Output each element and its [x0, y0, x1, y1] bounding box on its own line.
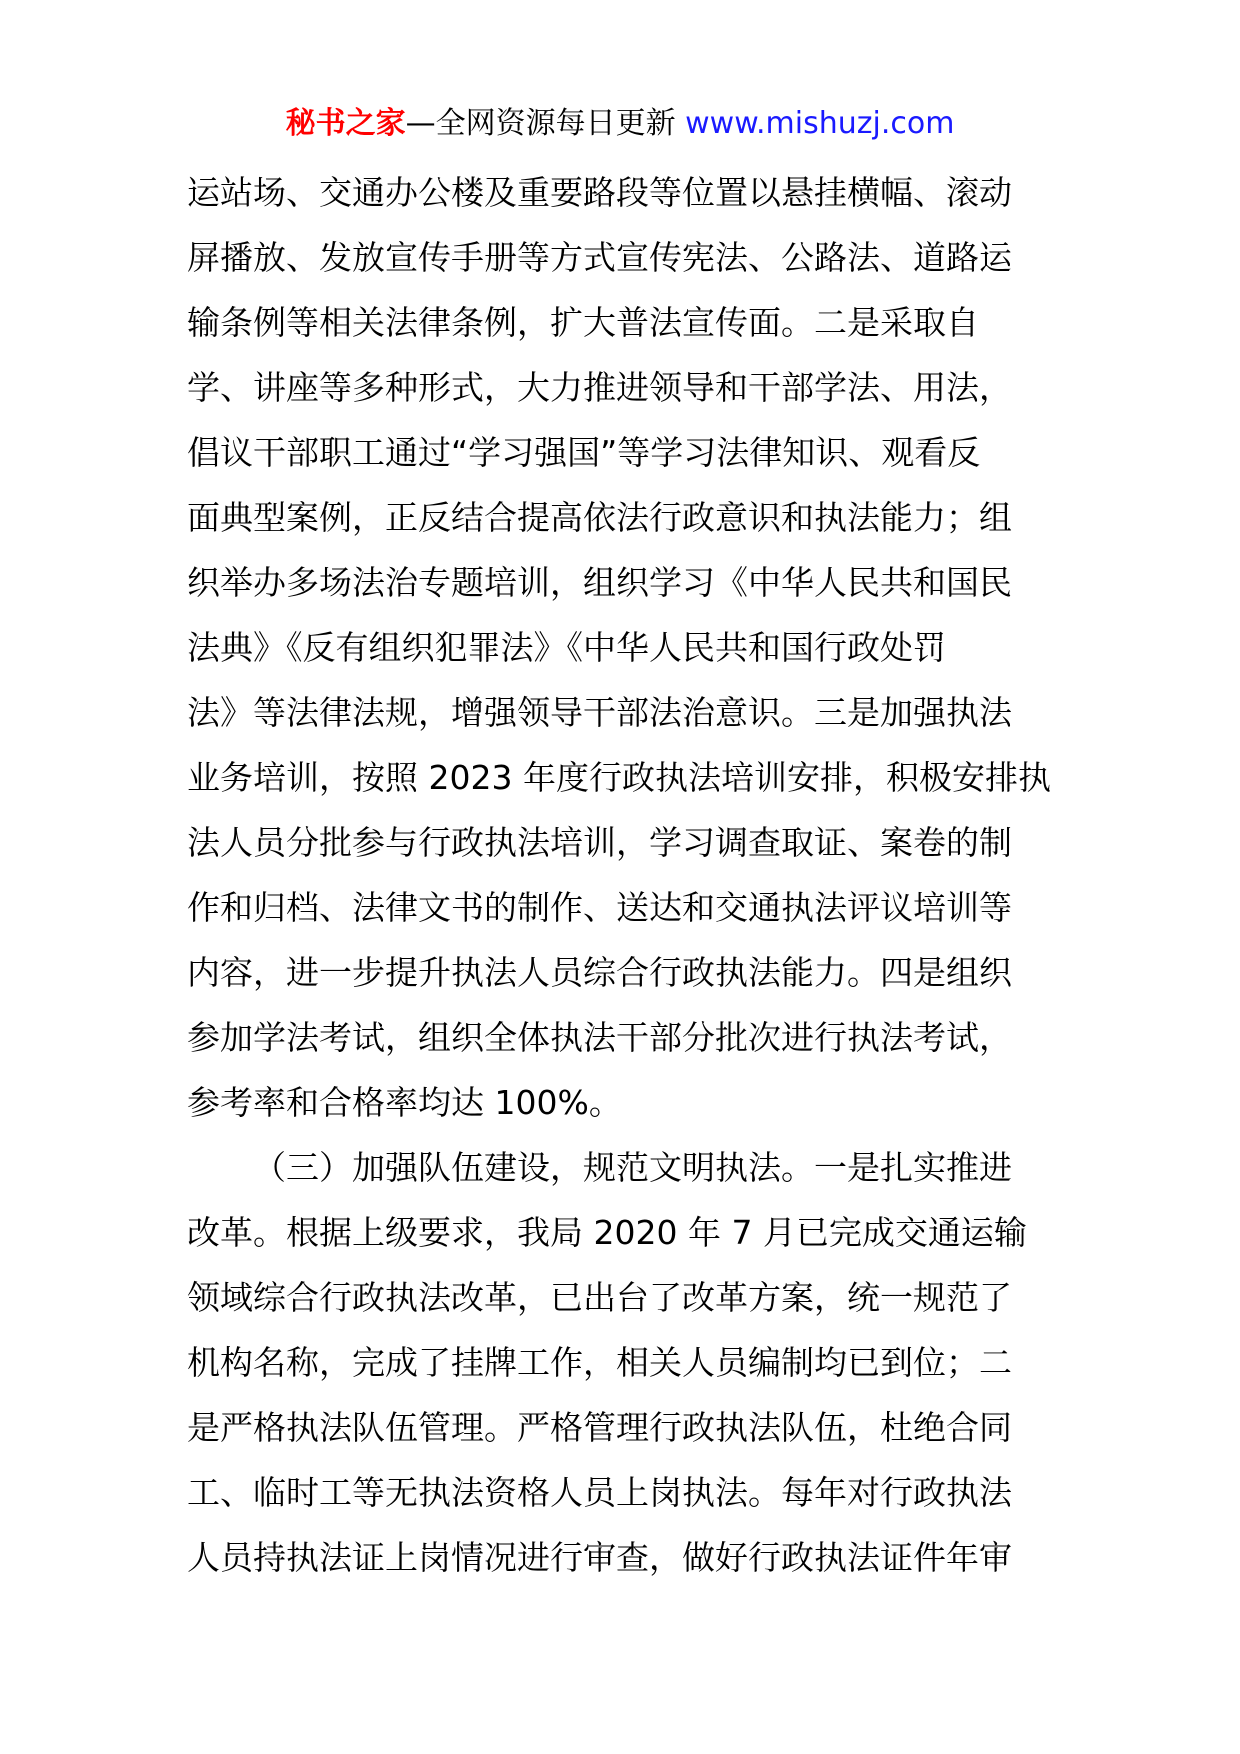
text-line: 运站场、交通办公楼及重要路段等位置以悬挂横幅、滚动: [187, 173, 1012, 212]
text-line: 作和归档、法律文书的制作、送达和交通执法评议培训等: [187, 888, 1012, 927]
header-tagline: —全网资源每日更新: [405, 106, 676, 141]
text-line: 机构名称，完成了挂牌工作，相关人员编制均已到位；二: [187, 1343, 1012, 1382]
text-line: 工、临时工等无执法资格人员上岗执法。每年对行政执法: [187, 1473, 1012, 1512]
text-line: 人员持执法证上岗情况进行审查，做好行政执法证件年审: [187, 1538, 1012, 1577]
text-line: 倡议干部职工通过“学习强国”等学习法律知识、观看反: [187, 433, 981, 472]
text-line: 学、讲座等多种形式，大力推进领导和干部学法、用法，: [187, 368, 1012, 407]
brand-name: 秘书之家: [285, 106, 406, 141]
text-line: 内容，进一步提升执法人员综合行政执法能力。四是组织: [187, 953, 1012, 992]
text-line: 参考率和合格率均达 100%。: [187, 1083, 622, 1122]
text-line: 法》等法律法规，增强领导干部法治意识。三是加强执法: [187, 693, 1012, 732]
text-line: 织举办多场法治专题培训，组织学习《中华人民共和国民: [187, 563, 1012, 602]
text-line: 是严格执法队伍管理。严格管理行政执法队伍，杜绝合同: [187, 1408, 1012, 1447]
text-line: 法人员分批参与行政执法培训，学习调查取证、案卷的制: [187, 823, 1012, 862]
text-line: 面典型案例，正反结合提高依法行政意识和执法能力；组: [187, 498, 1012, 537]
site-url-link[interactable]: www.mishuzj.com: [685, 106, 955, 141]
text-line: 领域综合行政执法改革，已出台了改革方案，统一规范了: [187, 1278, 1012, 1317]
text-line: 改革。根据上级要求，我局 2020 年 7 月已完成交通运输: [187, 1213, 1027, 1252]
text-line: 参加学法考试，组织全体执法干部分批次进行执法考试，: [187, 1018, 1012, 1057]
document-body: [187, 160, 1057, 1590]
page-header: [0, 100, 1240, 148]
text-line: 输条例等相关法律条例，扩大普法宣传面。二是采取自: [187, 303, 979, 342]
text-line: 屏播放、发放宣传手册等方式宣传宪法、公路法、道路运: [187, 238, 1012, 277]
text-line: 法典》《反有组织犯罪法》《中华人民共和国行政处罚: [187, 628, 946, 667]
text-line: 业务培训，按照 2023 年度行政执法培训安排，积极安排执: [187, 758, 1051, 797]
paragraph-heading-line: （三）加强队伍建设，规范文明执法。一是扎实推进: [253, 1148, 1012, 1187]
